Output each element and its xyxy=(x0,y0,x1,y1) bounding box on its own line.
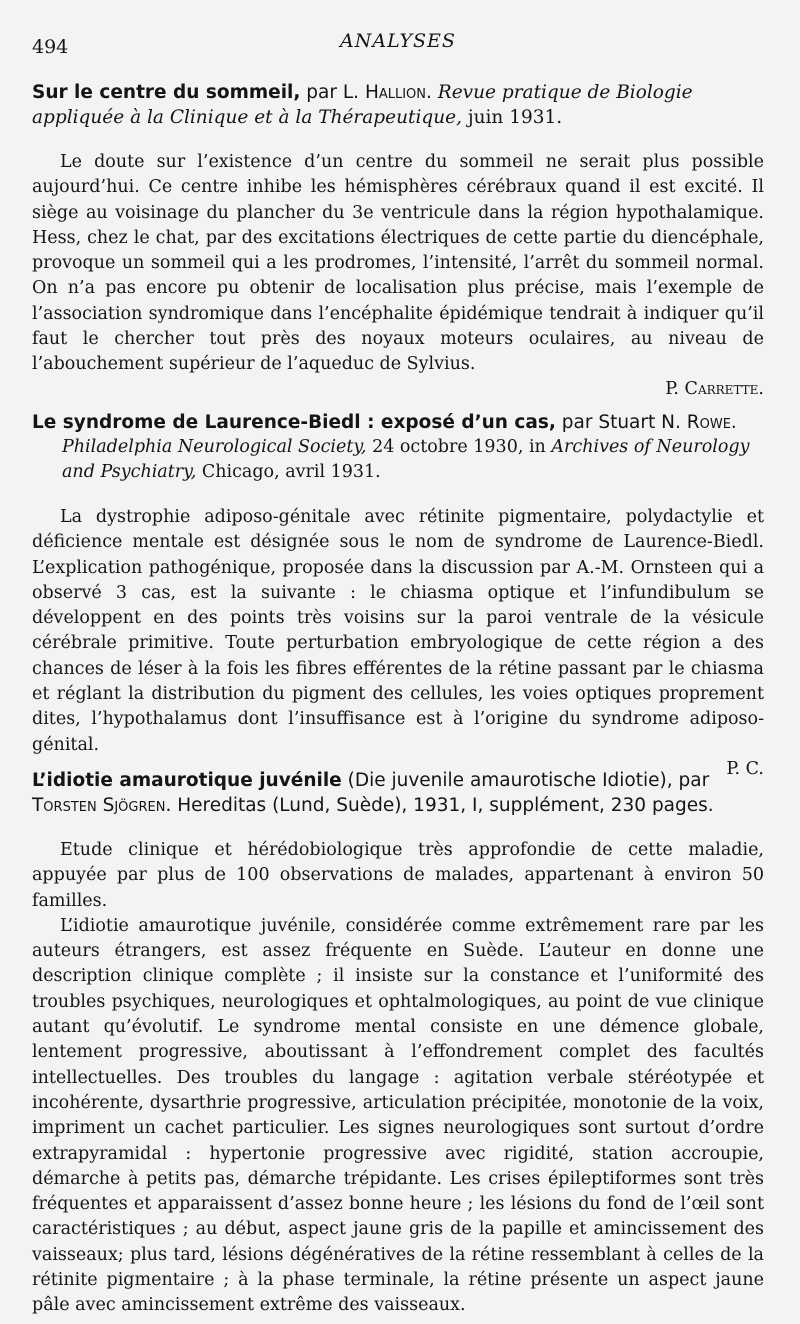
article-paragraph: La dystrophie adiposo-génitale avec rétinite pigmentaire, polydactylie et déficience mentale est désignée sous le nom de syndrome de Laurence-Biedl. L’explication pathogénique, proposée dans la discussion par A.-M. Ornsteen qui a observé 3 cas, est la suivante : le chiasma optique et l’infundibulum se développent en des points très voisins sur la paroi ventrale de la vésicule cérébrale primitive. Toute perturbation embryologique de cette région a des chances de léser à la fois les fibres efférentes de la rétine passant par le chiasma et réglant la distribution du pigment des cellules, les voies optiques proprement dites, l’hypothalamus dont l’insuffisance est à l’origine du syndrome adiposo-génital. xyxy=(32,507,764,755)
article-signature: P. C. xyxy=(726,758,764,779)
article-paragraph: L’idiotie amaurotique juvénile, considérée comme extrêmement rare par les auteurs étrangers, est assez fréquente en Suède. L’auteur en donne une description clinique complète ; il insiste sur la constance et l’uniformité des troubles psychiques, neurologiques et ophtalmologiques, au point de vue clinique autant qu’évolutif. Le syndrome mental consiste en une démence globale, lentement progressive, aboutissant à l’effondrement complet des facultés intellectuelles. Des troubles du langage : agitation verbale stéréotypée et incohérente, dysarthrie progressive, articulation précipitée, monotonie de la voix, impriment un cachet particulier. Les signes neurologiques sont surtout d’ordre extrapyramidal : hypertonie progressive avec rigidité, station accroupie, démarche à petits pas, démarche trépidante. Les crises épileptiformes sont très fréquentes et apparaissent d’assez bonne heure ; les lésions du fond de l’œil sont caractéristiques ; au début, aspect jaune gris de la papille et amincissement des vaisseaux; plus tard, lésions dégénératives de la rétine ressemblant à celles de la rétinite pigmentaire ; à la phase terminale, la rétine présente un aspect jaune pâle avec amincissement extrême des vaisseaux. xyxy=(32,915,764,1316)
page-header xyxy=(32,30,764,60)
article-title-rest: par L. xyxy=(300,82,365,103)
page-number: 494 xyxy=(32,36,69,58)
article-source-mid: 24 octobre 1930, in xyxy=(366,437,552,457)
article-title-lead: Le syndrome de Laurence-Biedl : exposé d’un cas, xyxy=(32,412,556,433)
article-amaurotic-idiocy xyxy=(32,768,764,1319)
article-source-rest: juin 1931. xyxy=(461,107,563,128)
article-signature: P. Carrette. xyxy=(665,378,764,399)
article-title-rest: par Stuart N. xyxy=(555,412,687,433)
article-source xyxy=(62,435,764,485)
article-title-after: . Hereditas (Lund, Suède), 1931, I, supplément, 230 pages. xyxy=(165,795,714,816)
article-title-lead: L’idiotie amaurotique juvénile xyxy=(32,770,342,791)
article-source-rest: Chicago, avril 1931. xyxy=(196,462,381,482)
article-sleep-center xyxy=(32,80,764,400)
article-paragraph: Etude clinique et hérédobiologique très approfondie de cette maladie, appuyée par plus de 100 observations de malades, appartenant à environ 50 familles. xyxy=(32,840,764,911)
article-title xyxy=(32,80,764,130)
article-title-after: . xyxy=(426,82,438,103)
article-title-lead: Sur le centre du sommeil, xyxy=(32,82,301,103)
article-title xyxy=(32,410,764,435)
article-author: Hallion xyxy=(364,82,427,103)
article-title-rest: (Die juvenile amaurotische Idiotie), par xyxy=(341,770,710,791)
running-title: ANALYSES xyxy=(340,30,456,52)
article-title-after: . xyxy=(730,412,737,433)
article-paragraph: Le doute sur l’existence d’un centre du sommeil ne serait plus possible aujourd’hui. Ce centre inhibe les hémisphères cérébraux quand il est excité. Il siège au voisinage du plancher du 3e ventricule dans la région hypothalamique. Hess, chez le chat, par des excitations électriques de cette partie du diencéphale, provoque un sommeil qui a les prodromes, l’intensité, l’arrêt du sommeil normal. On n’a pas encore pu obtenir de localisation plus précise, mais l’exemple de l’association syndromique dans l’encéphalite épidémique tendrait à indiquer qu’il faut le chercher tout près des noyaux moteurs oculaires, au niveau de l’abouchement supérieur de l’aqueduc de Sylvius. xyxy=(32,152,764,375)
article-laurence-biedl xyxy=(32,410,764,780)
article-journal: Philadelphia Neurological Society, xyxy=(62,437,367,457)
article-author: Torsten Sjögren xyxy=(32,795,166,816)
article-journal: Revue pratique de Biologie appliquée à la Clinique et à la Thérapeutique, xyxy=(32,82,693,128)
article-author: Rowe xyxy=(686,412,731,433)
article-title xyxy=(32,768,764,818)
article-journal-2: Archives of Neurology and Psychiatry, xyxy=(62,437,750,482)
